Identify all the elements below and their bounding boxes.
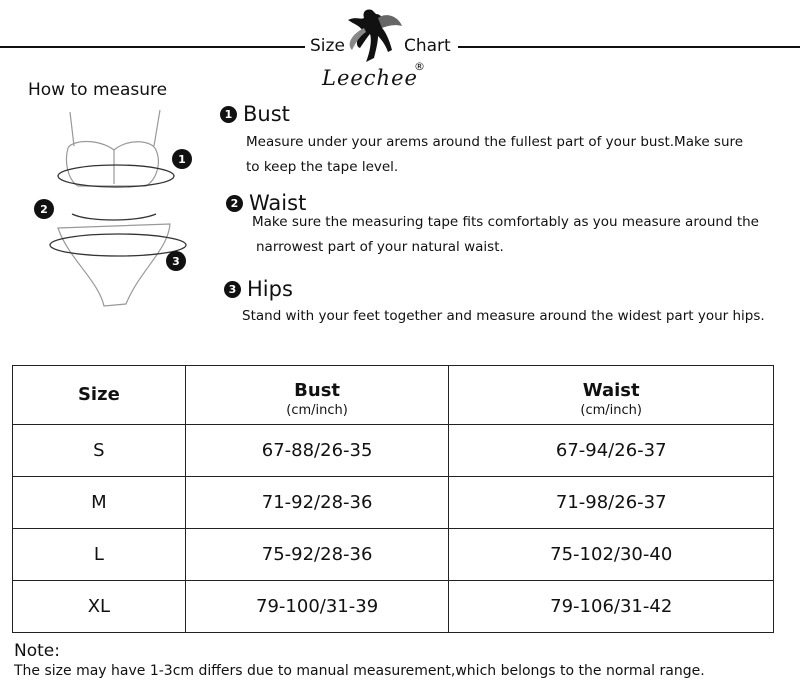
figure-marker-1-label: 1 xyxy=(178,153,186,166)
registered-mark: ® xyxy=(414,60,425,73)
figure-marker-2-label: 2 xyxy=(40,203,48,216)
table-row xyxy=(13,529,774,581)
section-hips-text xyxy=(242,304,765,329)
brand-logotype: Leechee xyxy=(322,66,418,90)
section-hips-title xyxy=(224,277,293,301)
section-waist-text xyxy=(252,210,759,260)
header-size-label: Size xyxy=(77,384,120,405)
section-bust-heading: Bust xyxy=(243,102,290,126)
section-waist-heading: Waist xyxy=(249,191,307,215)
waist-cell: 67-94/26-37 xyxy=(449,425,774,477)
header-title-size: Size xyxy=(310,36,345,56)
bust-cell: 67-88/26-35 xyxy=(185,425,449,477)
header-cell-size xyxy=(13,366,186,425)
section-hips-heading: Hips xyxy=(247,277,293,301)
size-cell: L xyxy=(13,529,186,581)
table-row xyxy=(13,425,774,477)
header-bust-label: Bust xyxy=(294,380,341,401)
section-bust-title xyxy=(220,102,290,126)
bust-cell: 71-92/28-36 xyxy=(185,477,449,529)
measurement-figure xyxy=(28,100,208,315)
header-waist-label: Waist xyxy=(582,380,640,401)
table-row xyxy=(13,581,774,633)
section-waist-line-1: Make sure the measuring tape fits comfortably as you measure around the xyxy=(252,214,759,230)
number-badge-1: 1 xyxy=(220,106,237,123)
figure-marker-2 xyxy=(34,199,54,219)
number-badge-3: 3 xyxy=(224,281,241,298)
size-table xyxy=(12,365,774,633)
section-bust-line-1: Measure under your arems around the fullest part of your bust.Make sure xyxy=(246,134,744,150)
figure-marker-1 xyxy=(172,149,192,169)
note-text: The size may have 1-3cm differs due to manual measurement,which belongs to the normal range. xyxy=(14,663,705,679)
section-waist-line-2: narrowest part of your natural waist. xyxy=(256,239,504,255)
size-cell: S xyxy=(13,425,186,477)
section-hips-line-1: Stand with your feet together and measure around the widest part your hips. xyxy=(242,308,765,324)
header-rule-right xyxy=(458,46,800,48)
header-rule-left xyxy=(0,46,305,48)
section-bust-text xyxy=(246,130,743,180)
waist-cell: 79-106/31-42 xyxy=(449,581,774,633)
size-cell: M xyxy=(13,477,186,529)
bust-cell: 79-100/31-39 xyxy=(185,581,449,633)
table-row xyxy=(13,477,774,529)
figure-marker-3-label: 3 xyxy=(172,255,180,268)
bust-cell: 75-92/28-36 xyxy=(185,529,449,581)
size-cell: XL xyxy=(13,581,186,633)
section-bust-line-2: to keep the tape level. xyxy=(246,159,399,175)
figure-marker-3 xyxy=(166,251,186,271)
waist-cell: 75-102/30-40 xyxy=(449,529,774,581)
header-waist-unit: (cm/inch) xyxy=(580,403,642,418)
header-bust-unit: (cm/inch) xyxy=(286,403,348,418)
note-title: Note: xyxy=(14,641,60,661)
header-cell-waist xyxy=(449,366,774,425)
number-badge-2: 2 xyxy=(226,195,243,212)
howto-title: How to measure xyxy=(28,80,168,100)
table-header-row xyxy=(13,366,774,425)
header-cell-bust xyxy=(185,366,449,425)
header-title-chart: Chart xyxy=(404,36,451,56)
waist-cell: 71-98/26-37 xyxy=(449,477,774,529)
